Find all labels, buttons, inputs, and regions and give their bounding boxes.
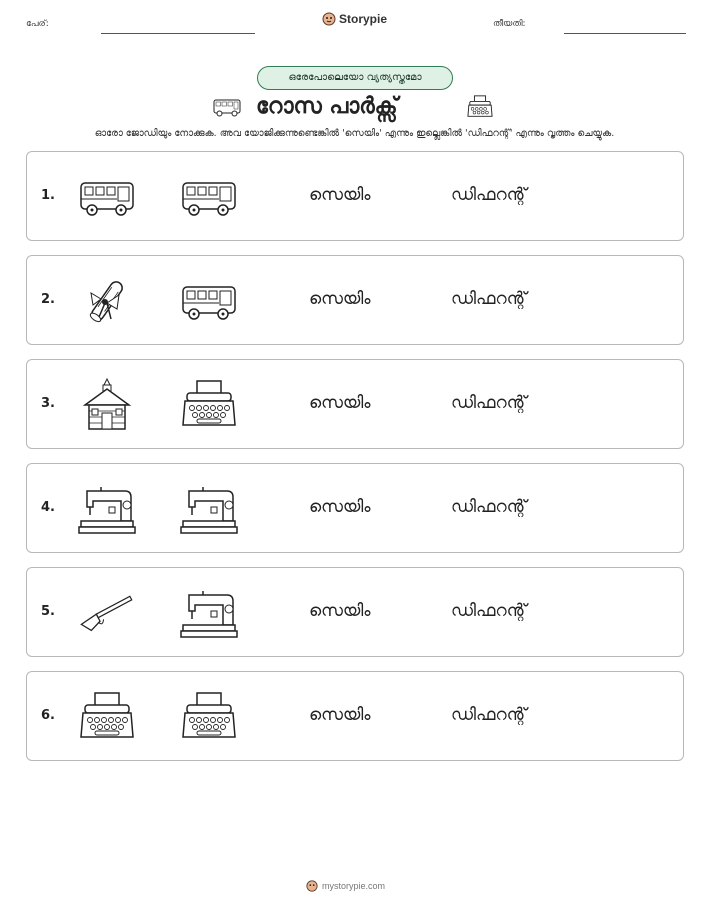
question-row: [26, 567, 684, 657]
brand-name: Storypie: [339, 12, 388, 26]
question-row: [26, 151, 684, 241]
bus-icon: [212, 96, 242, 118]
footer-site-url: mystorypie.com: [322, 881, 386, 891]
question-row: [26, 671, 684, 761]
diploma-scroll-icon: [77, 273, 137, 329]
typewriter-icon: [77, 689, 137, 745]
same-option[interactable]: സെയിം: [309, 289, 371, 309]
different-option[interactable]: ഡിഫറന്റ്: [451, 185, 527, 205]
typewriter-icon: [466, 94, 494, 120]
question-number: 2.: [41, 292, 55, 307]
different-option[interactable]: ഡിഫറന്റ്: [451, 601, 527, 621]
question-row: [26, 463, 684, 553]
different-option[interactable]: ഡിഫറന്റ്: [451, 705, 527, 725]
brand-logo: [322, 12, 387, 26]
question-number: 6.: [41, 708, 55, 723]
storypie-mascot-icon: [322, 12, 336, 26]
typewriter-icon: [179, 689, 239, 745]
sewing-machine-icon: [179, 481, 239, 537]
title-row: [0, 92, 709, 122]
worksheet-header: [0, 0, 709, 50]
typewriter-icon: [179, 377, 239, 433]
schoolhouse-icon: [77, 377, 137, 433]
rifle-icon: [77, 585, 137, 641]
question-row: [26, 359, 684, 449]
question-number: 4.: [41, 500, 55, 515]
question-row: [26, 255, 684, 345]
sewing-machine-icon: [77, 481, 137, 537]
different-option[interactable]: ഡിഫറന്റ്: [451, 497, 527, 517]
name-field-line[interactable]: [101, 33, 255, 34]
different-option[interactable]: ഡിഫറന്റ്: [451, 393, 527, 413]
same-option[interactable]: സെയിം: [309, 185, 371, 205]
page-title: റോസ പാർക്സ്: [256, 94, 398, 119]
date-label: തീയതി:: [493, 19, 526, 29]
same-option[interactable]: സെയിം: [309, 601, 371, 621]
same-option[interactable]: സെയിം: [309, 705, 371, 725]
same-option[interactable]: സെയിം: [309, 497, 371, 517]
worksheet-type-badge: ഒരേപോലെയോ വ്യത്യസ്തമോ: [257, 66, 453, 90]
name-label: പേര്:: [26, 19, 49, 29]
date-field-line[interactable]: [564, 33, 686, 34]
question-number: 3.: [41, 396, 55, 411]
question-number: 5.: [41, 604, 55, 619]
same-option[interactable]: സെയിം: [309, 393, 371, 413]
footer: [306, 880, 385, 892]
bus-icon: [179, 169, 239, 225]
question-number: 1.: [41, 188, 55, 203]
instructions-text: ഓരോ ജോഡിയും നോക്കുക. അവ യോജിക്കുന്നുണ്ടെങ്കിൽ 'സെയിം' എന്നും ഇല്ലെങ്കിൽ 'ഡിഫറന്റ്' എന്നും വൃത്തം ചെയ്യുക.: [94, 128, 615, 139]
bus-icon: [77, 169, 137, 225]
bus-icon: [179, 273, 239, 329]
storypie-mascot-icon: [306, 880, 318, 892]
different-option[interactable]: ഡിഫറന്റ്: [451, 289, 527, 309]
sewing-machine-icon: [179, 585, 239, 641]
